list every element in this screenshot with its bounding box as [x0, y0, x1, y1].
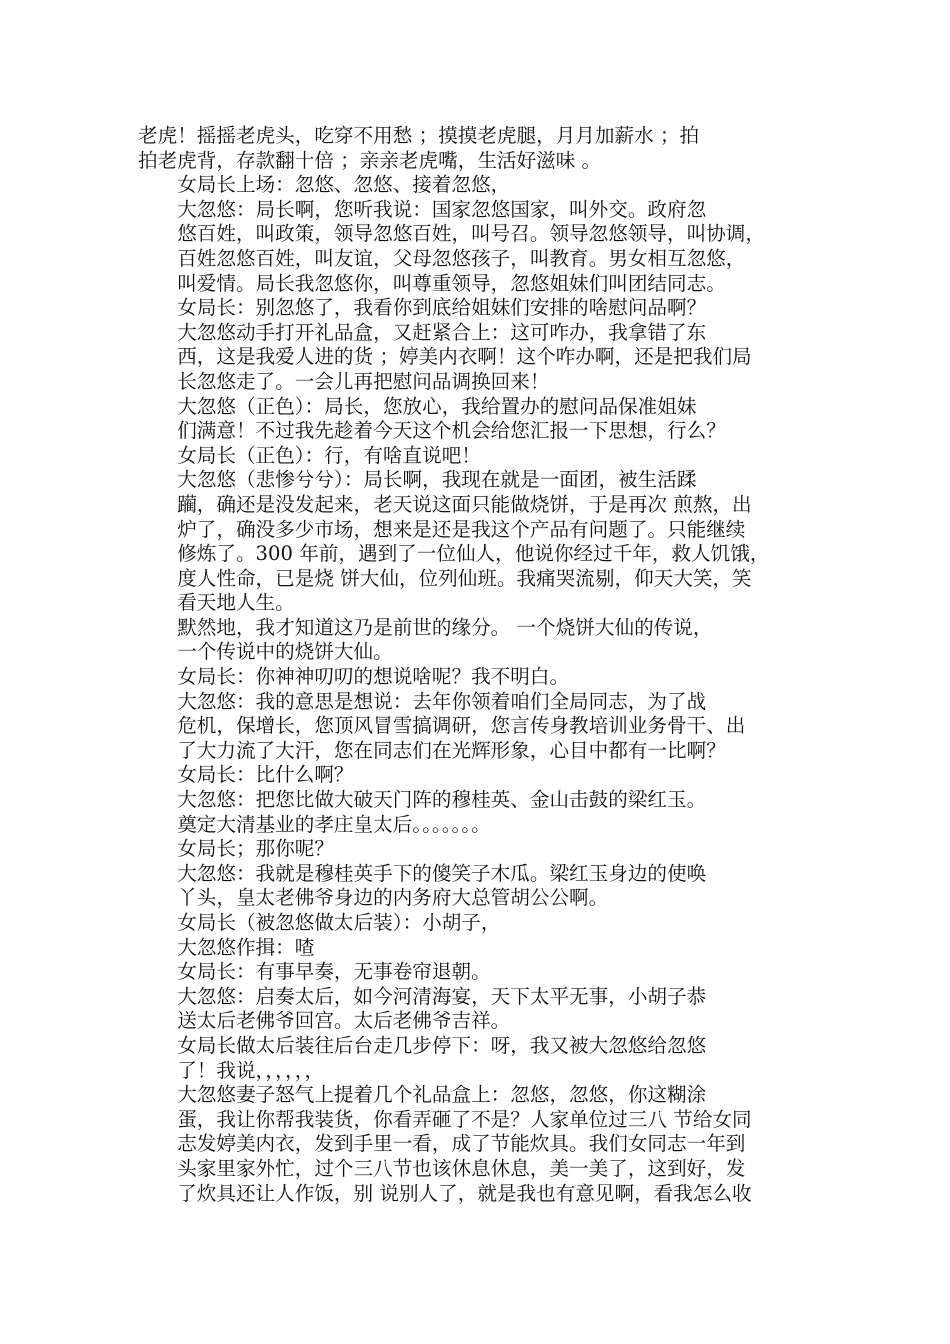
text-line: 一个传说中的烧饼大仙。 [177, 640, 393, 664]
paragraph [138, 468, 820, 616]
text-line: 西，这是我爱人进的货 ；婷美内衣啊！这个咋办啊，还是把我们局 [177, 345, 752, 369]
text-line: 女局长上场：忽悠、忽悠、接着忽悠， [177, 173, 511, 197]
text-line: 女局长；那你呢？ [177, 837, 334, 861]
text-line: 女局长：别忽悠了，我看你到底给姐妹们安排的啥慰问品啊？ [177, 296, 707, 320]
paragraph [138, 444, 820, 469]
text-line: 女局长：比什么啊？ [177, 763, 354, 787]
paragraph [138, 911, 820, 936]
text-line: 丫头，皇太老佛爷身边的内务府大总管胡公公啊。 [177, 886, 609, 910]
paragraph [138, 788, 820, 837]
paragraph [138, 862, 820, 911]
text-line: 看天地人生。 [177, 591, 295, 615]
text-line: 躏，确还是没发起来，老天说这面只能做烧饼，于是再次 煎熬，出 [177, 492, 752, 516]
text-line: 蛋，我让你帮我装货，你看弄砸了不是？人家单位过三八 节给女同 [177, 1107, 752, 1131]
paragraph [138, 173, 820, 198]
text-line: 大忽悠：我的意思是想说：去年你领着咱们全局同志，为了战 [177, 689, 707, 713]
paragraph [138, 395, 820, 444]
paragraph [138, 296, 820, 321]
text-line: 们满意！不过我先趁着今天这个机会给您汇报一下思想，行么？ [177, 419, 726, 443]
document-page [138, 124, 820, 1206]
text-line: 炉了，确没多少市场，想来是还是我这个产品有问题了。只能继续 [177, 517, 746, 541]
text-line: 老虎！摇摇老虎头，吃穿不用愁 ；摸摸老虎腿，月月加薪水 ；拍 [138, 124, 700, 147]
text-line: 百姓忽悠百姓，叫友谊，父母忽悠孩子，叫教育。男女相互忽悠， [177, 246, 746, 270]
text-line: 长忽悠走了。一会儿再把慰问品调换回来！ [177, 369, 550, 393]
text-line: 悠百姓，叫政策，领导忽悠百姓，叫号召。领导忽悠领导，叫协调， [177, 222, 765, 246]
text-line: 拍老虎背，存款翻十倍 ；亲亲老虎嘴，生活好滋味 。 [138, 148, 602, 172]
text-line: 大忽悠（正色）：局长，您放心，我给置办的慰问品保准姐妹 [177, 394, 697, 418]
text-line: 女局长（正色）：行，有啥直说吧！ [177, 443, 481, 467]
text-line: 了炊具还让人作饭，别 说别人了，就是我也有意见啊，看我怎么收 [177, 1181, 752, 1205]
text-line: 了！我说，，，，，， [177, 1058, 325, 1082]
text-line: 奠定大清基业的孝庄皇太后。。。。。。。 [177, 812, 491, 836]
text-line: 修炼了。300 年前，遇到了一位仙人，他说你经过千年，救人饥饿， [177, 542, 770, 566]
paragraph [138, 124, 820, 173]
text-line: 女局长（被忽悠做太后装）：小胡子， [177, 911, 501, 934]
text-line: 大忽悠（悲惨兮兮）：局长啊，我现在就是一面团，被生活蹂 [177, 468, 697, 492]
paragraph [138, 1034, 820, 1083]
text-line: 大忽悠：把您比做大破天门阵的穆桂英、金山击鼓的梁红玉。 [177, 788, 707, 812]
paragraph [138, 690, 820, 764]
text-line: 女局长做太后装往后台走几步停下：呀，我又被大忽悠给忽悠 [177, 1033, 707, 1057]
text-line: 危机，保增长，您顶风冒雪搞调研，您言传身教培训业务骨干、出 [177, 714, 746, 738]
text-line: 送太后老佛爷回宫。太后老佛爷吉祥。 [177, 1009, 511, 1033]
paragraph [138, 665, 820, 690]
paragraph [138, 960, 820, 985]
paragraph [138, 198, 820, 296]
text-line: 叫爱情。局长我忽悠你，叫尊重领导，忽悠姐妹们叫团结同志。 [177, 271, 726, 295]
text-line: 大忽悠妻子怒气上提着几个礼品盒上：忽悠，忽悠，你这糊涂 [177, 1083, 707, 1107]
text-line: 度人性命，已是烧 饼大仙，位列仙班。我痛哭流剔，仰天大笑，笑 [177, 566, 752, 590]
text-line: 默然地，我才知道这乃是前世的缘分。 一个烧饼大仙的传说， [177, 615, 713, 639]
text-line: 大忽悠：局长啊，您听我说：国家忽悠国家，叫外交。政府忽 [177, 197, 707, 221]
paragraph [138, 936, 820, 961]
text-line: 大忽悠：我就是穆桂英手下的傻笑子木瓜。梁红玉身边的使唤 [177, 861, 707, 885]
paragraph [138, 837, 820, 862]
text-line: 大忽悠：启奏太后，如今河清海宴，天下太平无事，小胡子恭 [177, 984, 707, 1008]
paragraph [138, 321, 820, 395]
text-line: 女局长：你神神叨叨的想说啥呢？我不明白。 [177, 665, 570, 689]
text-line: 大忽悠动手打开礼品盒，又赶紧合上：这可咋办，我拿错了东 [177, 320, 707, 344]
paragraph [138, 616, 820, 665]
paragraph [138, 1083, 820, 1206]
paragraph [138, 763, 820, 788]
text-line: 大忽悠作揖：喳 [177, 935, 315, 959]
paragraph [138, 985, 820, 1034]
text-line: 头家里家外忙，过个三八节也该休息休息，美一美了，这到好，发 [177, 1156, 746, 1180]
text-line: 了大力流了大汗，您在同志们在光辉形象，心目中都有一比啊？ [177, 738, 726, 762]
text-line: 女局长：有事早奏，无事卷帘退朝。 [177, 960, 491, 984]
text-line: 志发婷美内衣，发到手里一看，成了节能炊具。我们女同志一年到 [177, 1132, 746, 1156]
